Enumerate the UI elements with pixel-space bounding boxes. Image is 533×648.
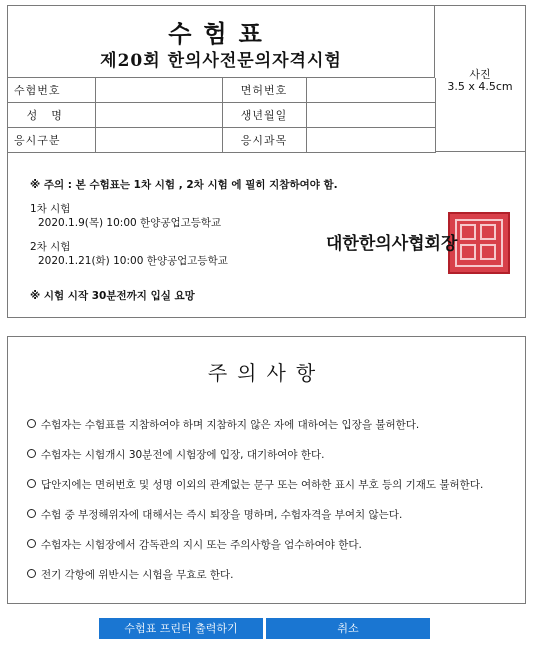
round-1-title: 1차 시험	[30, 203, 71, 215]
ticket-notice-area	[8, 152, 525, 318]
exam-number-label: 수험번호	[8, 78, 95, 103]
caution-list	[27, 417, 483, 597]
list-item	[27, 477, 483, 507]
caution-text: 전기 각항에 위반시는 시험을 무효로 한다.	[41, 569, 234, 581]
circle-bullet-icon	[27, 419, 36, 428]
name-value	[95, 103, 222, 128]
round-2-title: 2차 시험	[30, 241, 71, 253]
candidate-info-table	[8, 78, 436, 153]
circle-bullet-icon	[27, 479, 36, 488]
round-2-detail: 2020.1.21(화) 10:00 한양공업고등학교	[38, 255, 228, 267]
ticket-title: 수험표	[168, 19, 274, 48]
ticket-notice: ※ 주의 : 본 수험표는 1차 시험 , 2차 시험 에 필히 지참하여야 함.	[30, 179, 338, 191]
exam-type-label: 응시구분	[8, 128, 95, 153]
caution-text: 답안지에는 면허번호 및 성명 이외의 관계없는 문구 또는 여하한 표시 부호 등의 기재도 불허한다.	[41, 479, 484, 491]
name-label: 성명	[8, 103, 95, 128]
ticket-header	[8, 6, 435, 78]
exam-subject-label: 응시과목	[222, 128, 306, 153]
issuer-name: 대한한의사협회장	[326, 234, 458, 254]
circle-bullet-icon	[27, 509, 36, 518]
exam-subject-value	[306, 128, 435, 153]
photo-label: 사진	[469, 68, 491, 81]
table-row	[8, 103, 435, 128]
print-ticket-button[interactable]: 수험표 프린터 출력하기	[99, 618, 263, 639]
caution-text: 수험 중 부정해위자에 대해서는 즉시 퇴장을 명하며, 수험자격을 부여치 않는다.	[41, 509, 403, 521]
table-row	[8, 78, 435, 103]
caution-panel	[7, 336, 526, 604]
caution-text: 수험자는 수험표를 지참하여야 하며 지참하지 않은 자에 대하여는 입장을 불허한다.	[41, 419, 420, 431]
circle-bullet-icon	[27, 569, 36, 578]
birthdate-value	[306, 103, 435, 128]
license-number-label: 면허번호	[222, 78, 306, 103]
exam-type-value	[95, 128, 222, 153]
circle-bullet-icon	[27, 539, 36, 548]
caution-text: 수험자는 시험개시 30분전에 시험장에 입장, 대기하여야 한다.	[41, 449, 325, 461]
caution-text: 수험자는 시험장에서 감독관의 지시 또는 주의사항을 엄수하여야 한다.	[41, 539, 362, 551]
list-item	[27, 417, 483, 447]
cancel-button[interactable]: 취소	[266, 618, 430, 639]
list-item	[27, 447, 483, 477]
list-item	[27, 537, 483, 567]
caution-title: 주의사항	[207, 361, 326, 385]
exam-ticket	[7, 5, 526, 318]
list-item	[27, 567, 483, 597]
list-item	[27, 507, 483, 537]
ticket-subtitle: 제20회 한의사전문의자격시험	[100, 51, 342, 71]
photo-box	[435, 6, 525, 152]
round-1-detail: 2020.1.9(목) 10:00 한양공업고등학교	[38, 217, 222, 229]
circle-bullet-icon	[27, 449, 36, 458]
license-number-value	[306, 78, 435, 103]
exam-number-value	[95, 78, 222, 103]
birthdate-label: 생년월일	[222, 103, 306, 128]
table-row	[8, 128, 435, 153]
arrival-note: ※ 시험 시작 30분전까지 입실 요망	[30, 290, 195, 302]
photo-size: 3.5 x 4.5cm	[447, 80, 513, 93]
